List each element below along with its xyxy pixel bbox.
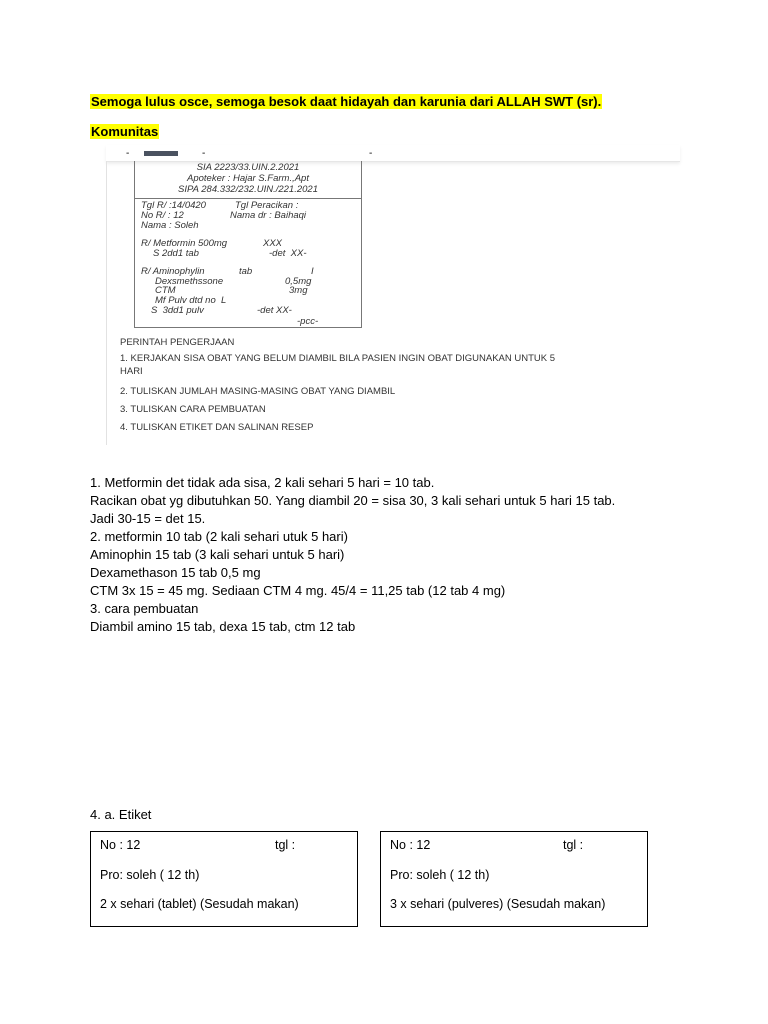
- etiket-no: No : 12: [100, 838, 141, 852]
- prescription-screenshot: [106, 145, 680, 445]
- section-heading: Komunitas: [91, 124, 159, 139]
- rx-line: S 3dd1 pulv: [151, 305, 204, 316]
- rx-line: 0,5mg: [285, 276, 312, 287]
- etiket-no: No : 12: [390, 838, 431, 852]
- answer-line: Dexamethason 15 tab 0,5 mg: [90, 565, 261, 580]
- etiket-patient: Pro: soleh ( 12 th): [100, 868, 200, 882]
- rx-line: XXX: [263, 238, 283, 249]
- rx-line: Nama : Soleh: [141, 220, 199, 231]
- answer-line: Racikan obat yg dibutuhkan 50. Yang diambil 20 = sisa 30, 3 kali sehari untuk 5 hari 15 tab.: [90, 493, 616, 508]
- etiket-label-tablet: [90, 831, 358, 927]
- rx-line: Nama dr : Baihaqi: [230, 210, 307, 221]
- rx-line: R/ Metformin 500mg: [141, 238, 228, 249]
- rx-line: S 2dd1 tab: [153, 248, 199, 259]
- answer-line: 1. Metformin det tidak ada sisa, 2 kali sehari 5 hari = 10 tab.: [90, 475, 435, 490]
- rx-line: Mf Pulv dtd no L: [155, 295, 227, 306]
- etiket-dose: 2 x sehari (tablet) (Sesudah makan): [100, 897, 299, 911]
- etiket-heading: 4. a. Etiket: [90, 807, 152, 822]
- task-item: 2. TULISKAN JUMLAH MASING-MASING OBAT YANG DIAMBIL: [120, 386, 396, 397]
- task-item: HARI: [120, 366, 143, 377]
- highlighted-heading: Semoga lulus osce, semoga besok daat hidayah dan karunia dari ALLAH SWT (sr).: [91, 94, 602, 109]
- task-item: 4. TULISKAN ETIKET DAN SALINAN RESEP: [120, 422, 314, 433]
- answer-line: 2. metformin 10 tab (2 kali sehari utuk 5 hari): [90, 529, 348, 544]
- prescription-card: [134, 161, 362, 328]
- etiket-patient: Pro: soleh ( 12 th): [390, 868, 490, 882]
- task-item: 1. KERJAKAN SISA OBAT YANG BELUM DIAMBIL BILA PASIEN INGIN OBAT DIGUNAKAN UNTUK 5: [120, 353, 556, 364]
- rx-line: tab: [239, 266, 253, 277]
- rx-line: -det XX-: [257, 305, 292, 316]
- pharmacist: Apoteker : Hajar S.Farm.,Apt: [187, 173, 309, 184]
- rx-line: -det XX-: [269, 248, 307, 259]
- answer-line: Diambil amino 15 tab, dexa 15 tab, ctm 12 tab: [90, 619, 356, 634]
- answer-line: Jadi 30-15 = det 15.: [90, 511, 206, 526]
- answer-line: Aminophin 15 tab (3 kali sehari untuk 5 hari): [90, 547, 345, 562]
- rx-line: -pcc-: [297, 316, 319, 327]
- rx-line: No R/ : 12: [141, 210, 184, 221]
- screenshot-toolbar: - - -: [106, 145, 680, 162]
- sipa-number: SIPA 284.332/232.UIN./221.2021: [178, 184, 318, 195]
- etiket-dose: 3 x sehari (pulveres) (Sesudah makan): [390, 897, 606, 911]
- redacted-bar: [144, 151, 178, 156]
- rx-line: I: [311, 266, 314, 277]
- task-item: 3. TULISKAN CARA PEMBUATAN: [120, 404, 266, 415]
- etiket-date: tgl :: [275, 838, 296, 852]
- rx-line: CTM: [155, 285, 176, 296]
- etiket-date: tgl :: [563, 838, 584, 852]
- sia-number: SIA 2223/33.UIN.2.2021: [196, 162, 300, 173]
- answer-line: CTM 3x 15 = 45 mg. Sediaan CTM 4 mg. 45/4 = 11,25 tab (12 tab 4 mg): [90, 583, 506, 598]
- rx-line: Dexsmethssone: [155, 276, 224, 287]
- rx-line: R/ Aminophylin: [141, 266, 205, 277]
- answers: [90, 474, 615, 636]
- rx-line: Tgl Peracikan :: [235, 200, 299, 211]
- rx-line: Tgl R/ :14/0420: [141, 200, 206, 211]
- task-title: PERINTAH PENGERJAAN: [120, 337, 235, 348]
- rx-line: 3mg: [289, 285, 308, 296]
- etiket-label-pulveres: [380, 831, 648, 927]
- answer-line: 3. cara pembuatan: [90, 601, 199, 616]
